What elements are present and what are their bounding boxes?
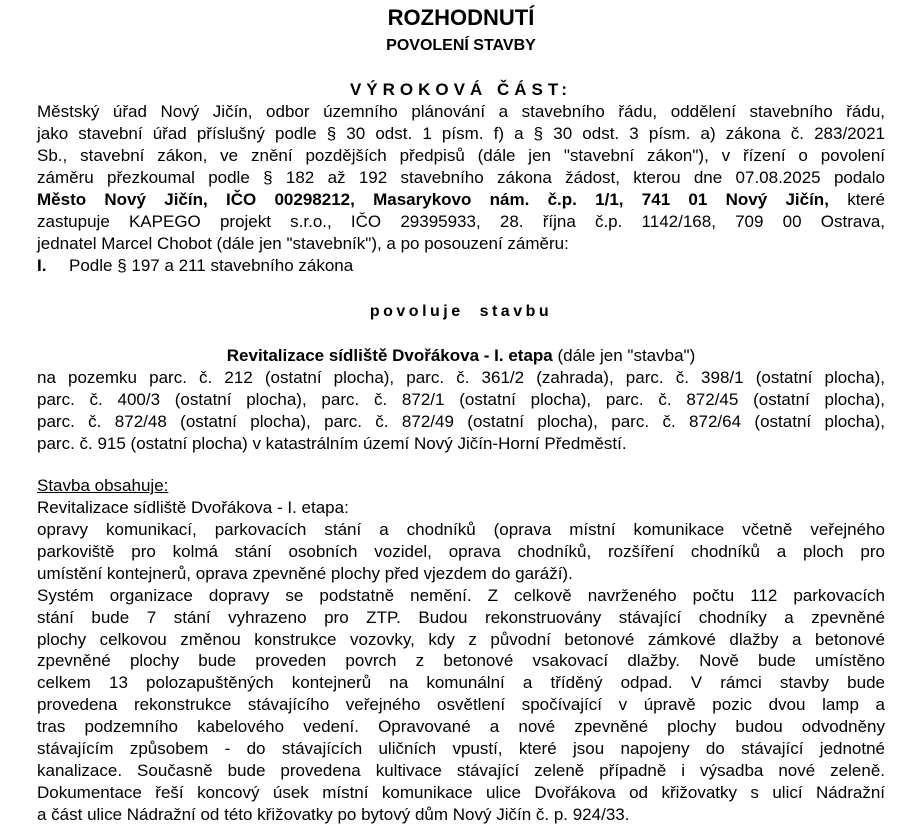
construction-name-bold: Revitalizace sídliště Dvořákova - I. etapa <box>226 346 553 365</box>
contents-line: Dokumentace řeší koncový úsek místní komunikace ulice Dvořákova od křižovatky s ulicí Nádražní <box>37 782 885 802</box>
contents-line: umístění kontejnerů, oprava zpevněné plochy před vjezdem do garáží). <box>37 563 573 583</box>
point-text: Podle § 197 a 211 stavebního zákona <box>69 256 354 275</box>
contents-line: provedena rekonstrukce stávajícího veřejného osvětlení spočívající v úpravě pozic dvou lamp a <box>37 695 885 715</box>
contents-line: celkem 13 polozapuštěných kontejnerů na komunální a tříděný odpad. V rámci stavby bude <box>37 673 885 693</box>
parcel-line: parc. č. 872/48 (ostatní plocha), parc. č. 872/49 (ostatní plocha), parc. č. 872/64 (ostatní plocha), <box>37 412 885 431</box>
construction-name-rest: (dále jen "stavba") <box>552 346 696 365</box>
contents-heading-text: Stavba obsahuje: <box>37 476 169 495</box>
contents-line: zpevněné plochy bude proveden povrch z betonové vsakovací dlažby. Nově bude umístěno <box>37 651 885 671</box>
intro-line: Městský úřad Nový Jičín, odbor územního plánování a stavebního řádu, oddělení stavebního řádu, <box>37 102 885 121</box>
parcel-line: parc. č. 400/3 (ostatní plocha), parc. č. 872/1 (ostatní plocha), parc. č. 872/45 (ostatní plocha), <box>37 390 885 409</box>
applicant-line-rest: které <box>828 190 885 209</box>
intro-line: Sb., stavební zákon, ve znění pozdějších předpisů (dále jen "stavební zákon"), v řízení o povolení <box>37 146 885 165</box>
contents-heading <box>37 476 885 496</box>
contents-line: stávajícím způsobem - do stávajících uličních vpustí, které jsou napojeny do stávající jednotné <box>37 739 885 758</box>
intro-line: zastupuje KAPEGO projekt s.r.o., IČO 29395933, 28. října č.p. 1142/168, 709 00 Ostrava, <box>37 212 885 231</box>
parcel-line: parc. č. 915 (ostatní plocha) v katastrálním území Nový Jičín-Horní Předměstí. <box>37 434 627 453</box>
contents-line: Systém organizace dopravy se podstatně nemění. Z celkově navrženého počtu 112 parkovacích <box>37 585 885 605</box>
intro-line: jako stavební úřad příslušný podle § 30 odst. 1 písm. f) a § 30 odst. 3 písm. a) zákona č. 283/2021 <box>37 124 885 143</box>
document-title: ROZHODNUTÍ <box>387 5 535 30</box>
point-number: I. <box>37 256 47 275</box>
applicant-name: Město Nový Jičín, IČO 00298212, Masarykovo nám. č.p. 1/1, 741 01 Nový Jičín, <box>37 190 829 209</box>
contents-line: tras podzemního kabelového vedení. Opravované a nové zpevněné plochy budou odvodněny <box>37 717 885 737</box>
intro-line: jednatel Marcel Chobot (dále jen "stavebník"), a po posouzení záměru: <box>37 234 569 253</box>
applicant-line <box>37 190 885 210</box>
intro-line: záměru přezkoumal podle § 182 až 192 stavebního zákona žádost, kterou dne 07.08.2025 podalo <box>37 168 885 187</box>
contents-name: Revitalizace sídliště Dvořákova - I. etapa: <box>37 498 349 517</box>
point-item <box>37 256 885 276</box>
parcel-line: na pozemku parc. č. 212 (ostatní plocha), parc. č. 361/2 (zahrada), parc. č. 398/1 (ostatní plocha), <box>37 368 885 387</box>
contents-line: opravy komunikací, parkovacích stání a chodníků (oprava místní komunikace včetně veřejného <box>37 520 885 539</box>
construction-name <box>37 346 885 366</box>
contents-line: stání bude 7 stání vyhrazeno pro ZTP. Budou rekonstruovány stávající chodníky a zpevněné <box>37 607 885 627</box>
contents-line: kanalizace. Současně bude provedena kultivace stávající zeleně případně i výsadba nové zeleně. <box>37 760 885 780</box>
contents-line: a část ulice Nádražní od této křižovatky po bytový dům Nový Jičín č. p. 924/33. <box>37 804 630 824</box>
section-heading: VÝROKOVÁ ČÁST: <box>349 80 573 99</box>
document-subtitle: POVOLENÍ STAVBY <box>386 37 536 54</box>
contents-line: plochy celkovou změnou konstrukce vozovky, kdy z původní betonové zámkové dlažby a betonové <box>37 629 885 649</box>
contents-line: parkoviště pro kolmá stání osobních vozidel, oprava chodníků, rozšíření chodníků a ploch pro <box>37 541 885 561</box>
decision-verb: povoluje stavbu <box>369 303 553 320</box>
